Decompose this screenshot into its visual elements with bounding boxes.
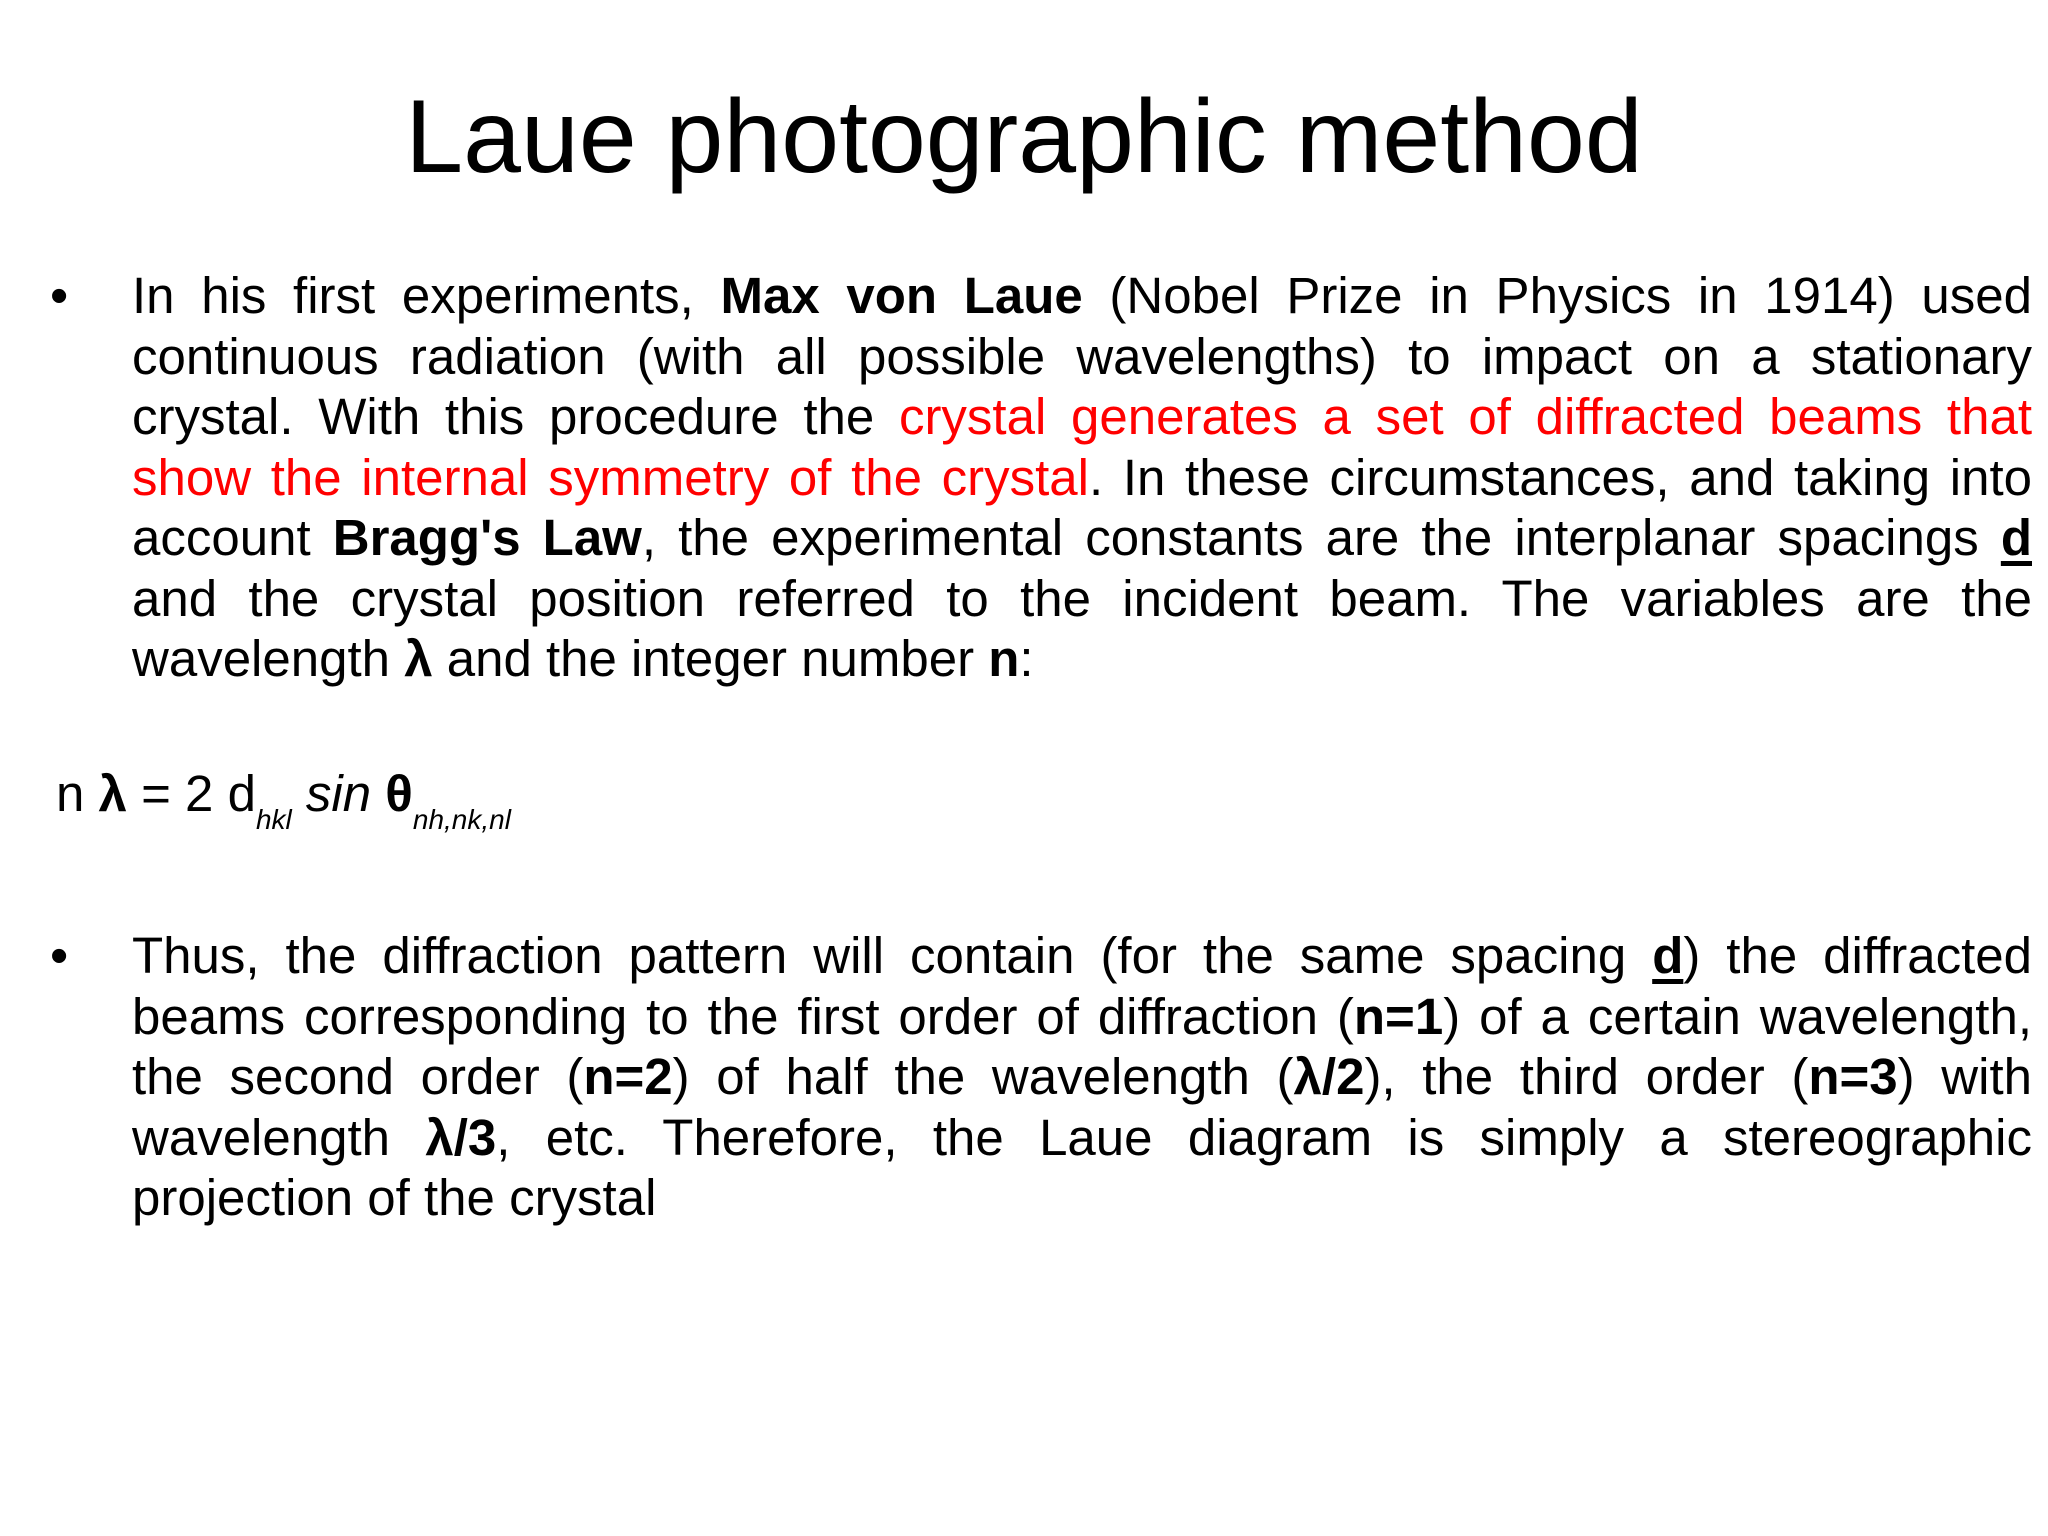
formula-subscript-theta: nh,nk,nl xyxy=(412,804,511,835)
text-segment: ) with wavelength xyxy=(132,1048,2032,1166)
highlighted-text: crystal generates a set of diffracted beams that show the internal symmetry of the crystal xyxy=(132,388,2032,506)
text-segment: λ/3 xyxy=(425,1108,497,1166)
text-segment: d xyxy=(2000,509,2032,566)
text-segment: : xyxy=(1019,630,1034,687)
text-segment: λ/2 xyxy=(1293,1048,1365,1105)
bullet-marker: • xyxy=(50,927,69,985)
text-segment: ) of a certain wavelength, the second order ( xyxy=(132,987,2032,1105)
text-segment: Max von Laue xyxy=(720,267,1083,324)
text-segment: , the experimental constants are the interplanar spacings xyxy=(641,509,2001,566)
bullet-marker: • xyxy=(50,267,69,325)
bullet-text xyxy=(132,926,2032,1229)
text-segment: λ xyxy=(404,630,433,687)
text-segment: ) the diffracted beams corresponding to the first order of diffraction ( xyxy=(132,927,2032,1045)
text-segment: n=2 xyxy=(583,1048,673,1105)
text-segment: ), the third order ( xyxy=(1364,1048,1809,1105)
slide-title: Laue photographic method xyxy=(405,79,1643,195)
text-segment: (Nobel Prize in Physics in 1914) used continuous radiation (with all possible wavelengths) to impact on a stationary crystal. With this procedure the xyxy=(132,267,2032,445)
text-segment: In his first experiments, xyxy=(132,267,721,324)
formula-equals: = 2 d xyxy=(126,765,256,822)
bragg-formula xyxy=(56,764,511,835)
formula-subscript-hkl: hkl xyxy=(255,804,292,835)
text-segment: d xyxy=(1652,927,1684,984)
text-segment: Thus, the diffraction pattern will contain (for the same spacing xyxy=(132,927,1653,984)
text-segment: n=3 xyxy=(1808,1048,1898,1105)
formula-lambda: λ xyxy=(98,765,127,822)
text-segment: ) of half the wavelength ( xyxy=(672,1048,1294,1105)
text-segment: n xyxy=(988,630,1020,687)
text-segment: Bragg's Law xyxy=(332,509,642,566)
text-segment: . In these circumstances, and taking into account xyxy=(132,448,2032,566)
text-segment: and the crystal position referred to the incident beam. The variables are the wavelength xyxy=(132,569,2032,687)
formula-theta: θ xyxy=(385,765,413,822)
bullet-text xyxy=(132,266,2032,690)
formula-n: n xyxy=(56,765,85,822)
text-segment: , etc. Therefore, the Laue diagram is simply a stereographic projection of the crystal xyxy=(132,1108,2033,1226)
text-segment: n=1 xyxy=(1353,987,1444,1045)
text-segment: and the integer number xyxy=(432,630,989,687)
formula-sin: sin xyxy=(305,765,372,822)
